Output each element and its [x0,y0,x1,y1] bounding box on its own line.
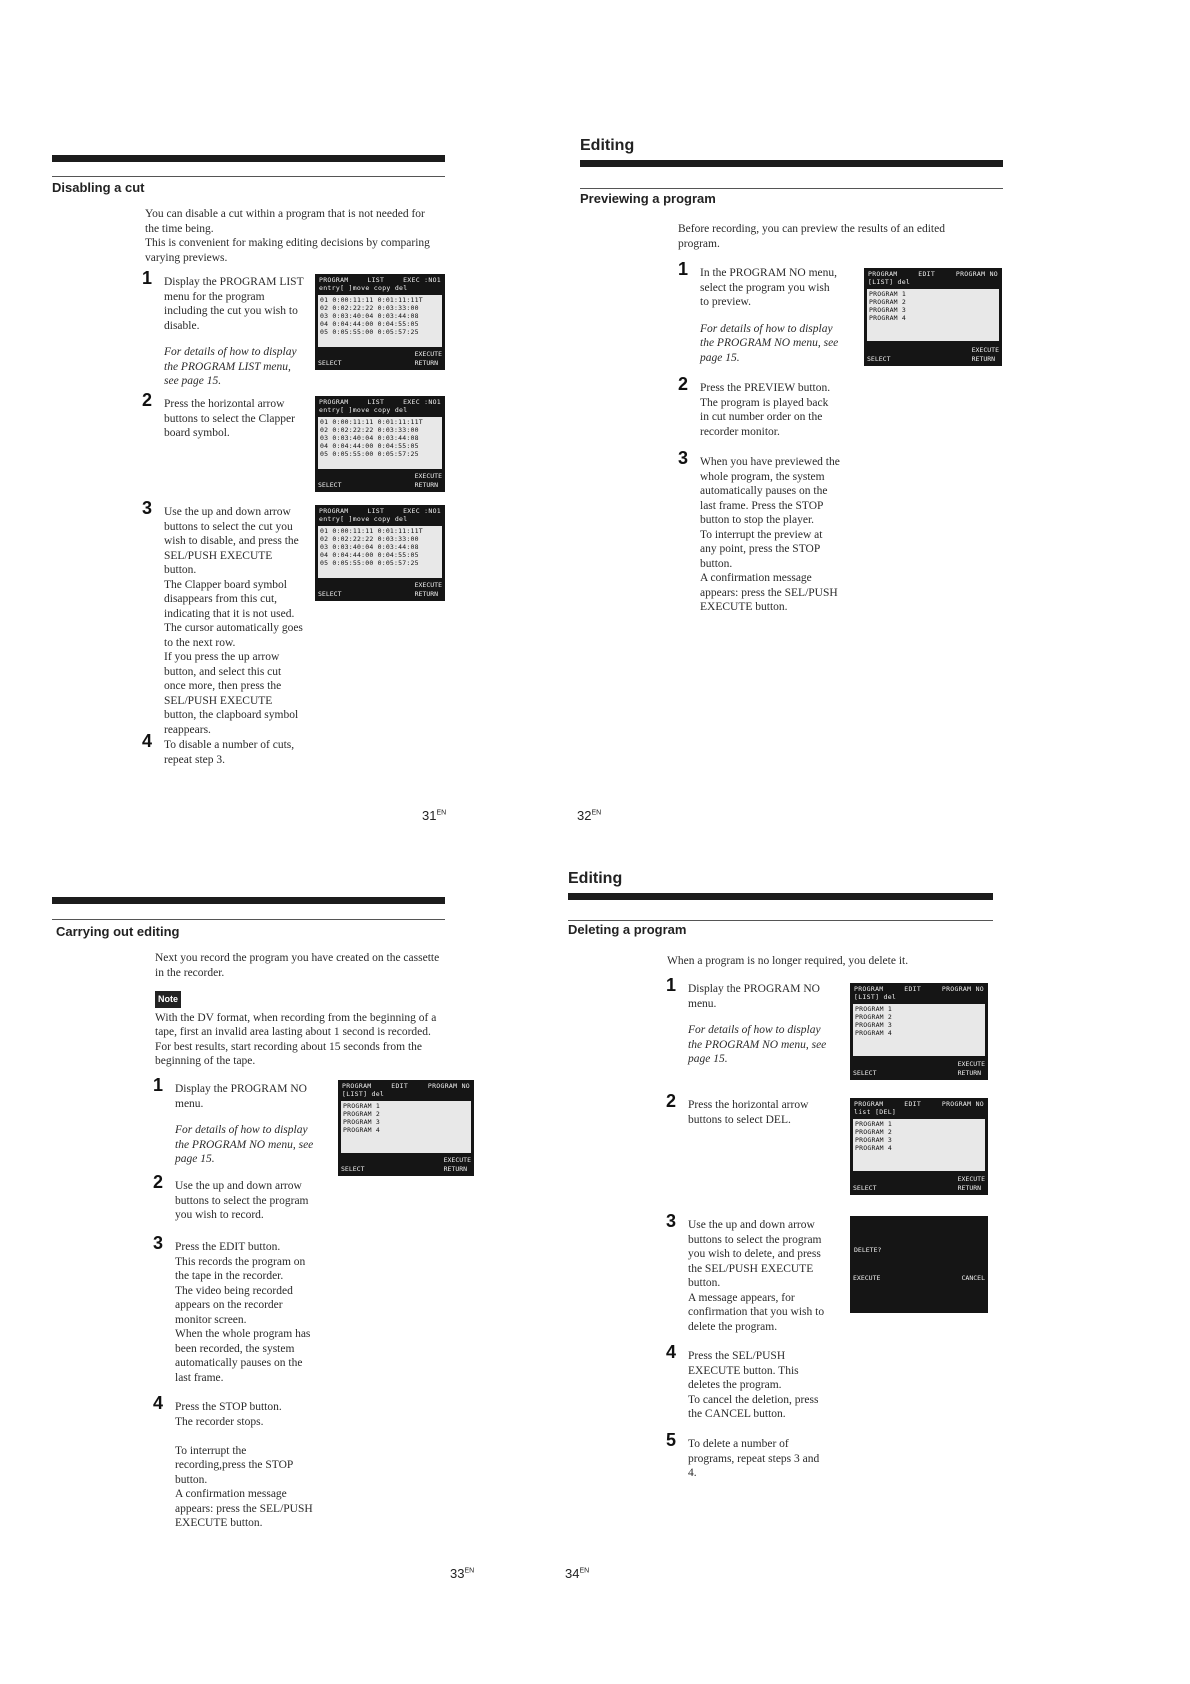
page-32-thin-rule [580,188,1003,189]
step-text: Press the horizontal arrow buttons to select DEL. [688,1099,809,1126]
page-34-step-3 [666,1211,848,1334]
page-34-step-5 [666,1430,848,1481]
step-number: 3 [142,498,153,518]
step-text: Display the PROGRAM NO menu. [175,1083,307,1110]
page-33-note [155,991,455,1069]
page-33-thin-rule [52,919,445,920]
page-33-step-4 [153,1393,335,1531]
page-number-34: $34^{EN}$ [565,1566,590,1581]
step-number: 2 [678,374,689,394]
section-title-previewing: Previewing a program [580,191,716,206]
section-title-deleting: Deleting a program [568,922,687,937]
step-text: Display the PROGRAM LIST menu for the program including the cut you wish to disable. [164,276,304,332]
step-reference: For details of how to display the PROGRAM NO menu, see page 15. [700,322,839,364]
page-33-intro: Next you record the program you have created on the cassette in the recorder. [155,952,440,979]
page-32-rule [580,160,1003,167]
page-31-step-4 [142,731,314,767]
step-number: 4 [666,1342,677,1362]
step-number: 1 [678,259,689,279]
step-text: Use the up and down arrow buttons to select the program you wish to delete, and press the SEL/PUSH EXECUTE button. A message appears, for confirmation that you wish to delete the program. [688,1219,825,1333]
program-list: PROGRAM 1 PROGRAM 2 PROGRAM 3 PROGRAM 4 [853,1119,985,1171]
program-list-screen-1: PROGRAM LIST EXEC :NO1 entry[ ]move copy del 01 0:00:11:11 0:01:11:11T 02 0:02:22:22 0:03:33:00 03 0:03:40:04 0:03:44:08 04 0:04:44:00 0:04:55:05 05 0:05:55:00 0:05:57:25 SELECT EXECUTE RETURN [315,274,445,370]
section-title-disabling-a-cut: Disabling a cut [52,180,145,195]
program-list-screen-2: PROGRAM LIST EXEC :NO1 entry[ ]move copy del 01 0:00:11:11 0:01:11:11T 02 0:02:22:22 0:03:33:00 03 0:03:40:04 0:03:44:08 04 0:04:44:00 0:04:55:05 05 0:05:55:00 0:05:57:25 SELECT EXECUTE RETURN [315,396,445,492]
page-number-33: $33^{EN}$ [450,1566,475,1581]
program-list: PROGRAM 1 PROGRAM 2 PROGRAM 3 PROGRAM 4 [867,289,999,341]
delete-confirm-screen: DELETE? EXECUTE CANCEL [850,1216,988,1313]
step-number: 3 [678,448,689,468]
page-number-31: $31^{EN}$ [422,808,447,823]
program-no-screen-delete-2: PROGRAM EDIT PROGRAM NO list [DEL] PROGRAM 1 PROGRAM 2 PROGRAM 3 PROGRAM 4 SELECT EXECUTE RETURN [850,1098,988,1195]
step-text: Press the PREVIEW button. The program is played back in cut number order on the recorder monitor. [700,382,831,438]
step-text: Press the STOP button. The recorder stops. To interrupt the recording,press the STOP button. A confirmation message appears: press the SEL/PUSH EXECUTE button. [175,1401,313,1529]
step-number: 4 [153,1393,164,1413]
chapter-title-editing: Editing [580,137,635,154]
step-text: When you have previewed the whole program, the system automatically pauses on the last frame. Press the STOP button to stop the player. To interrupt the preview at any point, press the STOP button. A confirmation message appears: press the SEL/PUSH EXECUTE button. [700,456,840,613]
step-text: Press the SEL/PUSH EXECUTE button. This deletes the program. To cancel the deletion, press the CANCEL button. [688,1350,819,1420]
step-number: 5 [666,1430,677,1450]
step-text: In the PROGRAM NO menu, select the program you wish to preview. [700,267,838,308]
page-34-step-4 [666,1342,848,1422]
page-31-intro: You can disable a cut within a program that is not needed for the time being. This is convenient for making editing decisions by comparing varying previews. [145,208,430,264]
step-reference: For details of how to display the PROGRAM LIST menu, see page 15. [164,346,297,387]
cut-list: 01 0:00:11:11 0:01:11:11T 02 0:02:22:22 0:03:33:00 03 0:03:40:04 0:03:44:08 04 0:04:44:00 0:04:55:05 05 0:05:55:00 0:05:57:25 [318,295,442,347]
cut-list: 01 0:00:11:11 0:01:11:11T 02 0:02:22:22 0:03:33:00 03 0:03:40:04 0:03:44:08 04 0:04:44:00 0:04:55:05 05 0:05:55:00 0:05:57:25 [318,417,442,469]
page-31-step-3 [142,498,314,737]
page-31-step-1 [142,268,314,389]
page-32-intro: Before recording, you can preview the results of an edited program. [678,223,945,250]
page-31-rule [52,155,445,162]
step-reference: For details of how to display the PROGRAM NO menu, see page 15. [688,1024,827,1065]
page-33-step-2 [153,1172,335,1223]
page-33-step-1 [153,1075,335,1167]
step-text: Display the PROGRAM NO menu. [688,983,820,1010]
step-text: Use the up and down arrow buttons to select the program you wish to record. [175,1180,309,1221]
chapter-title-editing-2: Editing [568,870,623,887]
step-number: 2 [666,1091,677,1111]
page-32-step-1 [678,259,860,365]
cut-list: 01 0:00:11:11 0:01:11:11T 02 0:02:22:22 0:03:33:00 03 0:03:40:04 0:03:44:08 04 0:04:44:00 0:04:55:05 05 0:05:55:00 0:05:57:25 [318,526,442,578]
page-32-step-2 [678,374,860,439]
step-text: Use the up and down arrow buttons to select the cut you wish to disable, and press the SEL/PUSH EXECUTE button. The Clapper board symbol disappears from this cut, indicating that it is not used. The cursor automatically goes to the next row. If you press the up arrow button, and select this cut once more, then press the SEL/PUSH EXECUTE button, the clapboard symbol reappears. [164,506,303,736]
page-31-thin-rule [52,176,445,177]
page-number-32: $32^{EN}$ [577,808,602,823]
step-number: 3 [153,1233,164,1253]
page-32-step-3 [678,448,860,615]
step-text: To delete a number of programs, repeat steps 3 and 4. [688,1438,820,1479]
step-number: 1 [666,975,677,995]
note-text: With the DV format, when recording from the beginning of a tape, first an invalid area lasting about 1 second is recorded. For best results, start recording about 15 seconds from the beginning of the tape. [155,1011,437,1067]
program-list: PROGRAM 1 PROGRAM 2 PROGRAM 3 PROGRAM 4 [341,1101,471,1153]
program-list-screen-3: PROGRAM LIST EXEC :NO1 entry[ ]move copy del 01 0:00:11:11 0:01:11:11T 02 0:02:22:22 0:03:33:00 03 0:03:40:04 0:03:44:08 04 0:04:44:00 0:04:55:05 05 0:05:55:00 0:05:57:25 SELECT EXECUTE RETURN [315,505,445,601]
page-34-step-2 [666,1091,848,1127]
page-34-step-1 [666,975,848,1067]
delete-message: DELETE? [854,1246,882,1254]
step-number: 4 [142,731,153,751]
note-label: Note [155,991,181,1008]
program-no-screen-delete-1: PROGRAM EDIT PROGRAM NO [LIST] del PROGRAM 1 PROGRAM 2 PROGRAM 3 PROGRAM 4 SELECT EXECUTE RETURN [850,983,988,1080]
page-34-intro: When a program is no longer required, you delete it. [667,955,909,967]
step-text: Press the horizontal arrow buttons to select the Clapper board symbol. [164,398,295,439]
page-33-rule [52,897,445,904]
step-text: To disable a number of cuts, repeat step 3. [164,739,295,766]
page-34-thin-rule [568,920,993,921]
page-31-step-2 [142,390,314,441]
step-number: 1 [142,268,153,288]
program-no-screen-editing: PROGRAM EDIT PROGRAM NO [LIST] del PROGRAM 1 PROGRAM 2 PROGRAM 3 PROGRAM 4 SELECT EXECUTE RETURN [338,1080,474,1176]
step-number: 1 [153,1075,164,1095]
step-number: 2 [142,390,153,410]
section-title-carrying-out-editing: Carrying out editing [56,924,180,939]
program-list: PROGRAM 1 PROGRAM 2 PROGRAM 3 PROGRAM 4 [853,1004,985,1056]
page-34-rule [568,893,993,900]
program-no-screen-preview: PROGRAM EDIT PROGRAM NO [LIST] del PROGRAM 1 PROGRAM 2 PROGRAM 3 PROGRAM 4 SELECT EXECUTE RETURN [864,268,1002,366]
step-text: Press the EDIT button. This records the program on the tape in the recorder. The video being recorded appears on the recorder monitor screen. When the whole program has been recorded, the system automatically pauses on the last frame. [175,1241,311,1384]
step-number: 2 [153,1172,164,1192]
step-reference: For details of how to display the PROGRAM NO menu, see page 15. [175,1124,314,1165]
step-number: 3 [666,1211,677,1231]
page-33-step-3 [153,1233,335,1385]
